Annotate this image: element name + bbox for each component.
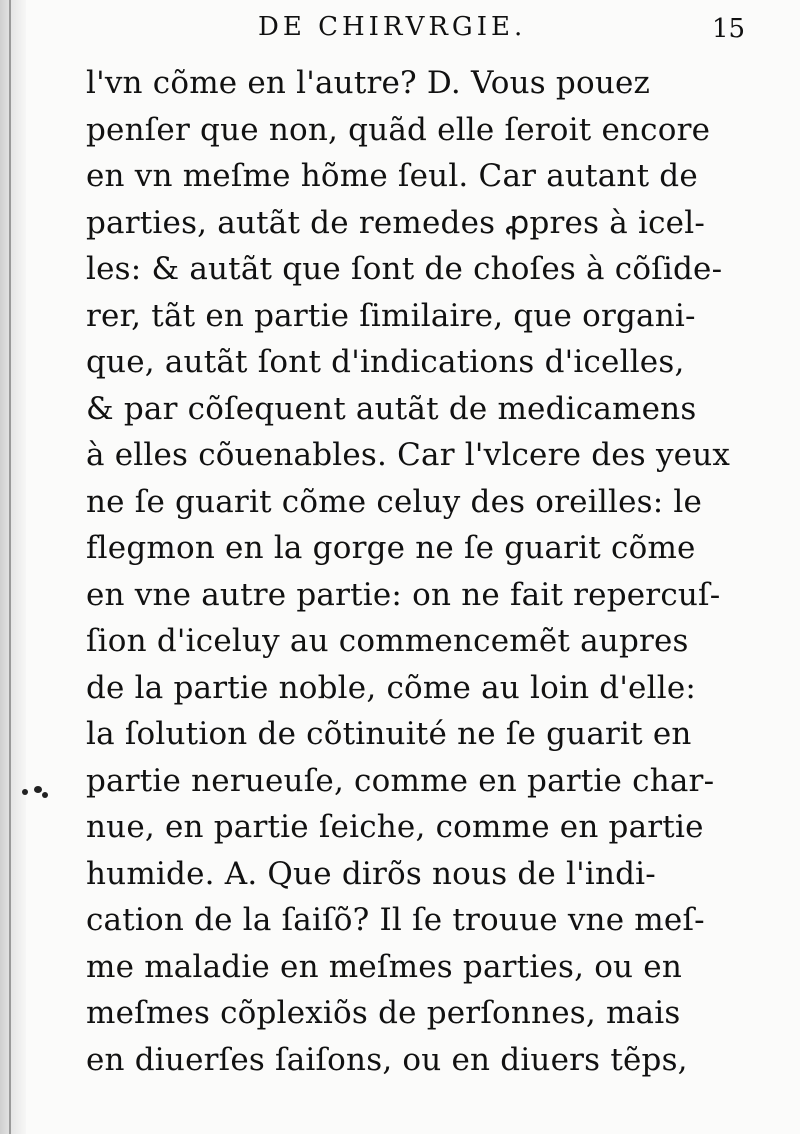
text-line: rer, tãt en partie ſimilaire, que organi-: [86, 297, 696, 334]
ink-stain: [22, 786, 52, 800]
text-line: en vne autre partie: on ne fait repercuſ-: [86, 576, 721, 613]
text-line: en vn meſme hõme ſeul. Car autant de: [86, 158, 698, 194]
page-header: [0, 12, 800, 52]
text-line: penſer que non, quãd elle ſeroit encore: [86, 111, 711, 148]
running-head: DE CHIRVRGIE.: [258, 12, 527, 42]
text-line: & par cõſequent autãt de medicamens: [86, 390, 697, 427]
text-line: l'vn cõme en l'autre? D. Vous pouez: [86, 65, 651, 101]
text-line: me maladie en meſmes parties, ou en: [86, 948, 682, 985]
text-line: humide. A. Que dirõs nous de l'indi-: [86, 855, 656, 892]
text-line: cation de la ſaiſõ? Il ſe trouue vne meſ-: [86, 902, 705, 938]
text-line: ne ſe guarit cõme celuy des oreilles: le: [86, 483, 703, 520]
page-number: 15: [712, 14, 746, 44]
body-text: [86, 60, 766, 1083]
text-line: à elles cõuenables. Car l'vlcere des yeux: [86, 437, 731, 473]
binding-edge-line: [9, 0, 11, 1134]
text-line: en diuerſes ſaiſons, ou en diuers tẽps,: [86, 1041, 688, 1078]
text-line: la ſolution de cõtinuité ne ſe guarit en: [86, 716, 692, 752]
text-line: nue, en partie ſeiche, comme en partie: [86, 809, 704, 845]
text-line: les: & autãt que ſont de choſes à cõſide-: [86, 251, 723, 287]
text-line: ſion d'iceluy au commencemẽt aupres: [86, 623, 689, 659]
binding-gutter: [0, 0, 26, 1134]
text-line: meſmes cõplexiõs de perſonnes, mais: [86, 995, 681, 1031]
text-line: flegmon en la gorge ne ſe guarit cõme: [86, 530, 696, 566]
text-line: parties, autãt de remedes ꝓpres à icel-: [86, 204, 706, 241]
text-line: partie nerueuſe, comme en partie char-: [86, 762, 715, 799]
text-line: de la partie noble, cõme au loin d'elle:: [86, 669, 697, 706]
text-line: que, autãt ſont d'indications d'icelles,: [86, 344, 685, 380]
